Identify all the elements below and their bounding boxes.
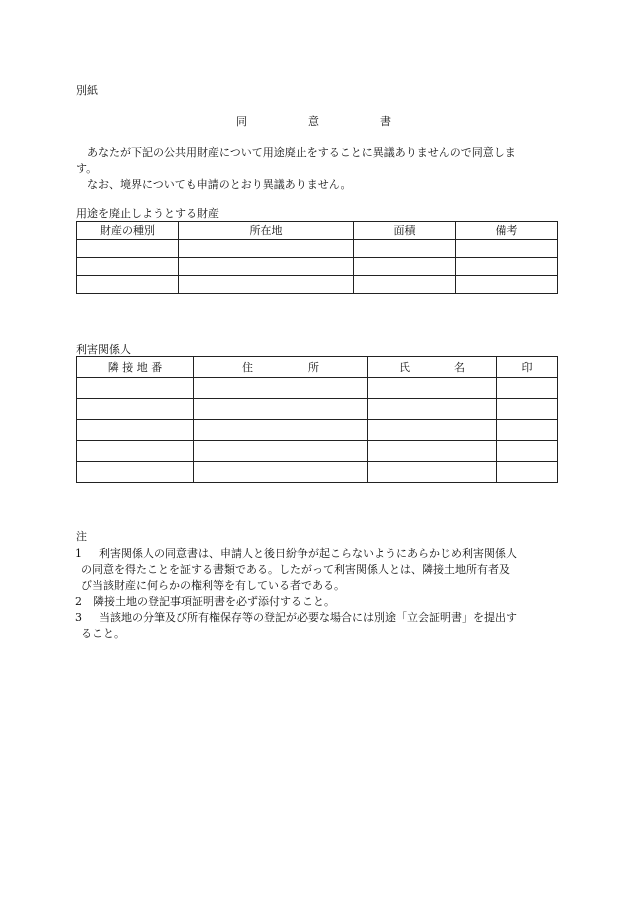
table-row	[77, 441, 558, 462]
table-cell[interactable]	[194, 420, 368, 441]
property-col-area: 面積	[354, 222, 456, 240]
table-cell[interactable]	[77, 420, 194, 441]
table-row	[77, 399, 558, 420]
table-row	[77, 240, 558, 258]
table-cell[interactable]	[77, 240, 179, 258]
table-cell[interactable]	[456, 276, 558, 294]
table-cell[interactable]	[497, 399, 558, 420]
table-cell[interactable]	[77, 441, 194, 462]
table-cell[interactable]	[77, 276, 179, 294]
table-row	[77, 462, 558, 483]
note-line: 利害関係人の同意書は、申請人と後日紛争が起こらないようにあらかじめ利害関係人	[99, 547, 517, 560]
table-row	[77, 276, 558, 294]
table-cell[interactable]	[194, 399, 368, 420]
table-cell[interactable]	[179, 276, 354, 294]
table-cell[interactable]	[497, 441, 558, 462]
note-line: の同意を得たことを証する書類である。したがって利害関係人とは、隣接土地所有者及	[81, 563, 510, 576]
intro-line-3: なお、境界についても申請のとおり異議ありません。	[76, 178, 352, 191]
table-row	[77, 258, 558, 276]
title-char-1: 同	[236, 115, 247, 128]
table-cell[interactable]	[497, 378, 558, 399]
note-number: 2	[75, 595, 82, 608]
parties-col-name: 氏 名	[368, 357, 497, 378]
property-header-row	[77, 222, 558, 240]
table-cell[interactable]	[368, 462, 497, 483]
note-item	[75, 610, 557, 642]
table-cell[interactable]	[368, 420, 497, 441]
note-line: び当該財産に何らかの権利等を有している者である。	[81, 579, 345, 592]
intro-line-2: す。	[76, 162, 98, 175]
intro-line-1: あなたが下記の公共用財産について用途廃止をすることに異議ありませんので同意しま	[76, 146, 516, 159]
notes-heading: 注	[76, 530, 87, 543]
table-cell[interactable]	[77, 378, 194, 399]
table-cell[interactable]	[194, 378, 368, 399]
note-item	[75, 594, 557, 610]
note-number: 3	[75, 611, 82, 624]
table-cell[interactable]	[368, 441, 497, 462]
property-col-remarks: 備考	[456, 222, 558, 240]
note-line: 隣接土地の登記事項証明書を必ず添付すること。	[93, 595, 335, 608]
attachment-label: 別紙	[76, 84, 98, 97]
note-line: 当該地の分筆及び所有権保存等の登記が必要な場合には別途「立会証明書」を提出す	[99, 611, 517, 624]
table-cell[interactable]	[456, 240, 558, 258]
property-col-location: 所在地	[179, 222, 354, 240]
notes-list	[75, 546, 557, 642]
table-row	[77, 420, 558, 441]
title-char-3: 書	[380, 115, 391, 128]
table-cell[interactable]	[77, 399, 194, 420]
table-cell[interactable]	[77, 258, 179, 276]
table-cell[interactable]	[354, 276, 456, 294]
table-cell[interactable]	[497, 420, 558, 441]
table-cell[interactable]	[456, 258, 558, 276]
property-table	[76, 221, 558, 294]
note-item	[75, 546, 557, 594]
note-line: ること。	[81, 627, 125, 640]
parties-header-row	[77, 357, 558, 378]
property-caption: 用途を廃止しようとする財産	[76, 207, 219, 220]
table-cell[interactable]	[194, 462, 368, 483]
parties-table	[76, 356, 558, 483]
table-row	[77, 378, 558, 399]
table-cell[interactable]	[179, 240, 354, 258]
table-cell[interactable]	[354, 240, 456, 258]
table-cell[interactable]	[497, 462, 558, 483]
parties-col-lot: 隣 接 地 番	[77, 357, 194, 378]
title-char-2: 意	[308, 115, 319, 128]
parties-caption: 利害関係人	[76, 343, 131, 356]
table-cell[interactable]	[354, 258, 456, 276]
table-cell[interactable]	[194, 441, 368, 462]
parties-col-address: 住 所	[194, 357, 368, 378]
table-cell[interactable]	[368, 378, 497, 399]
note-number: 1	[75, 547, 82, 560]
table-cell[interactable]	[179, 258, 354, 276]
parties-col-seal: 印	[497, 357, 558, 378]
table-cell[interactable]	[77, 462, 194, 483]
property-col-type: 財産の種別	[77, 222, 179, 240]
table-cell[interactable]	[368, 399, 497, 420]
